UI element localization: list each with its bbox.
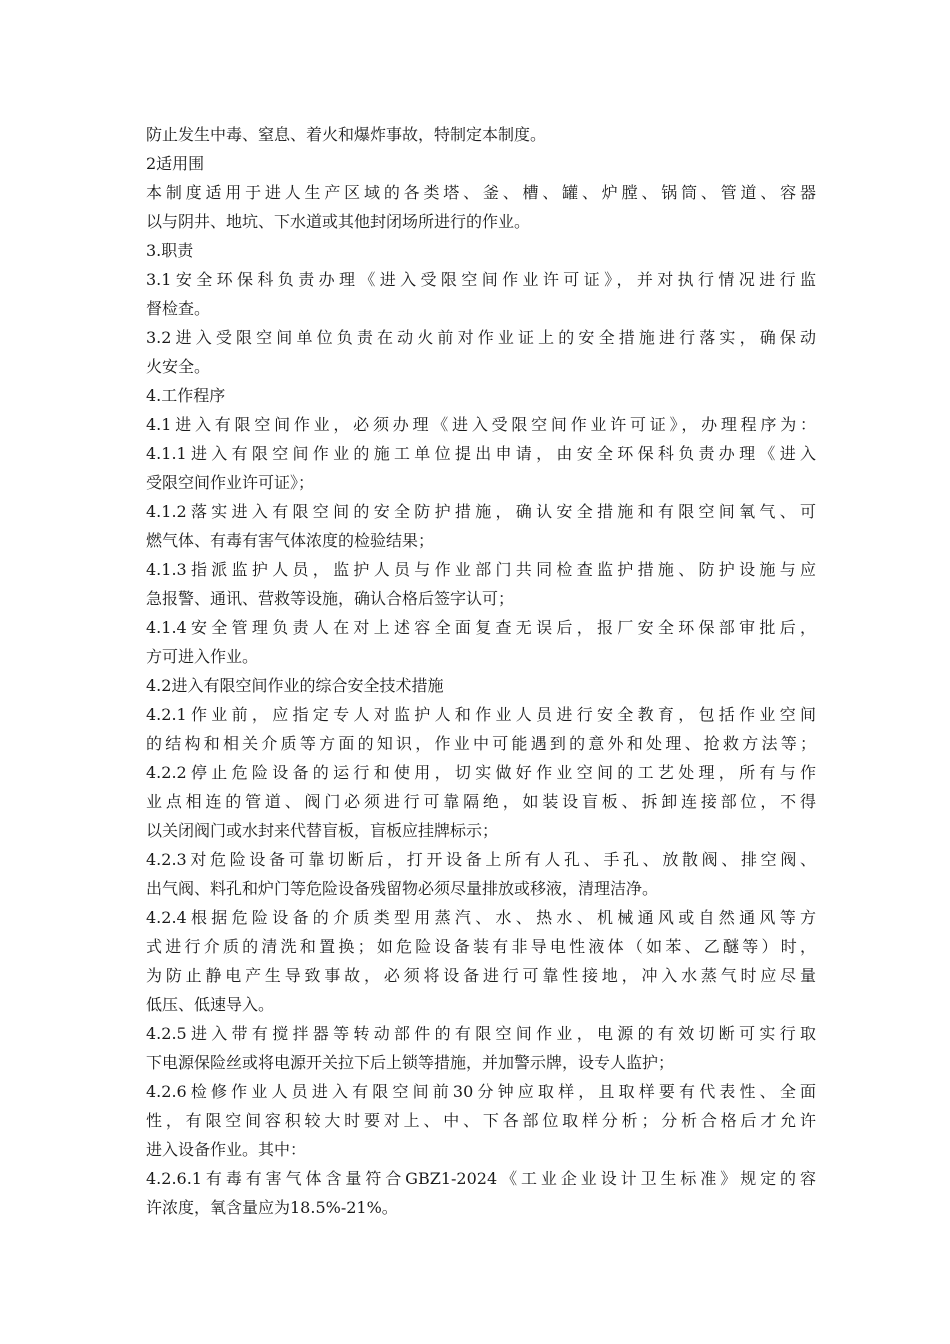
text-line: 以关闭阀门或水封来代替盲板，盲板应挂牌标示； — [146, 821, 499, 840]
text-line: 4.2.5进入带有搅拌器等转动部件的有限空间作业，电源的有效切断可实行取 — [146, 1024, 816, 1043]
text-line: 4.2.2停止危险设备的运行和使用，切实做好作业空间的工艺处理，所有与作 — [146, 763, 816, 782]
text-line: 本制度适用于进人生产区域的各类塔、釜、槽、罐、炉膛、锅筒、管道、容器 — [146, 183, 816, 202]
text-line: 出气阀、料孔和炉门等危险设备残留物必须尽量排放或移液，清理洁净。 — [146, 879, 659, 898]
text-line: 式进行介质的清洗和置换；如危险设备装有非导电性液体（如苯、乙醚等）时， — [146, 937, 816, 956]
text-line: 4.2进入有限空间作业的综合安全技术措施 — [146, 676, 444, 695]
text-line: 4.1.4安全管理负责人在对上述容全面复查无误后，报厂安全环保部审批后， — [146, 618, 816, 637]
text-line: 4.2.6检修作业人员进入有限空间前30分钟应取样，且取样要有代表性、全面 — [146, 1082, 816, 1101]
document-page — [146, 120, 816, 1222]
text-line: 4.1进入有限空间作业，必须办理《进入受限空间作业许可证》，办理程序为： — [146, 415, 816, 434]
text-line: 3.职责 — [146, 241, 194, 260]
text-line: 2适用围 — [146, 154, 205, 173]
text-line: 受限空间作业许可证》； — [146, 473, 315, 492]
text-line: 进入设备作业。其中： — [146, 1140, 307, 1159]
text-line: 4.2.3对危险设备可靠切断后，打开设备上所有人孔、手孔、放散阀、排空阀、 — [146, 850, 816, 869]
text-line: 业点相连的管道、阀门必须进行可靠隔绝，如装设盲板、拆卸连接部位，不得 — [146, 792, 816, 811]
text-line: 许浓度，氧含量应为18.5%-21%。 — [146, 1198, 398, 1217]
text-line: 4.2.6.1有毒有害气体含量符合GBZ1-2024《工业企业设计卫生标准》规定的容 — [146, 1169, 816, 1188]
text-line: 急报警、通讯、营救等设施，确认合格后签字认可； — [146, 589, 515, 608]
text-line: 火安全。 — [146, 357, 211, 376]
text-line: 性，有限空间容积较大时要对上、中、下各部位取样分析；分析合格后才允许 — [146, 1111, 816, 1130]
text-line: 4.1.2落实进入有限空间的安全防护措施，确认安全措施和有限空间氧气、可 — [146, 502, 816, 521]
text-line: 3.1安全环保科负责办理《进入受限空间作业许可证》，并对执行情况进行监 — [146, 270, 816, 289]
text-line: 的结构和相关介质等方面的知识，作业中可能遇到的意外和处理、抢救方法等； — [146, 734, 816, 753]
text-line: 4.工作程序 — [146, 386, 226, 405]
text-line: 低压、低速导入。 — [146, 995, 275, 1014]
text-line: 3.2进入受限空间单位负责在动火前对作业证上的安全措施进行落实，确保动 — [146, 328, 816, 347]
text-line: 4.1.1进入有限空间作业的施工单位提出申请，由安全环保科负责办理《进入 — [146, 444, 816, 463]
text-line: 燃气体、有毒有害气体浓度的检验结果； — [146, 531, 435, 550]
text-line: 为防止静电产生导致事故，必须将设备进行可靠性接地，冲入水蒸气时应尽量 — [146, 966, 816, 985]
text-line: 方可进入作业。 — [146, 647, 259, 666]
text-line: 以与阴井、地坑、下水道或其他封闭场所进行的作业。 — [146, 212, 531, 231]
text-line: 下电源保险丝或将电源开关拉下后上锁等措施，并加警示牌，设专人监护； — [146, 1053, 675, 1072]
text-line: 防止发生中毒、窒息、着火和爆炸事故，特制定本制度。 — [146, 125, 547, 144]
text-line: 督检查。 — [146, 299, 211, 318]
text-line: 4.1.3指派监护人员，监护人员与作业部门共同检查监护措施、防护设施与应 — [146, 560, 816, 579]
text-line: 4.2.1作业前，应指定专人对监护人和作业人员进行安全教育，包括作业空间 — [146, 705, 816, 724]
text-line: 4.2.4根据危险设备的介质类型用蒸汽、水、热水、机械通风或自然通风等方 — [146, 908, 816, 927]
